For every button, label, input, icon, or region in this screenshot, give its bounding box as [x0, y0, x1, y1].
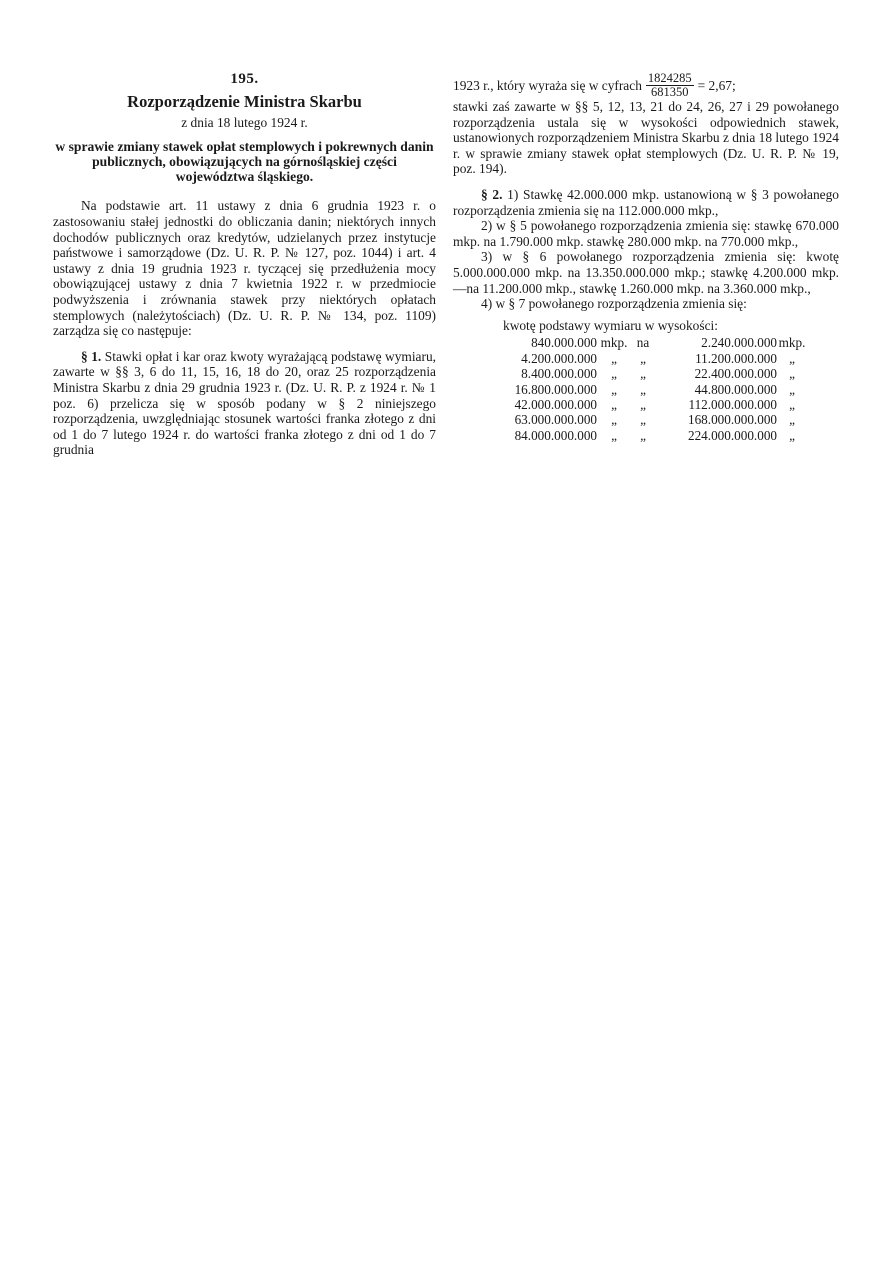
amounts-table [469, 335, 807, 443]
table-row [469, 351, 807, 366]
table-cell-u1: „ [611, 381, 617, 397]
table-cell-u2: „ [640, 412, 646, 428]
table-cell-u3: „ [789, 350, 795, 366]
section-2-point-3: 3) w § 6 powołanego rozporządzenia zmienia się: kwotę 5.000.000.000 mkp. na 13.350.000.000 mkp.; stawkę 4.200.000 mkp.—na 11.200.000 mkp., stawkę 1.260.000 mkp. na 3.360.000 mkp., [453, 249, 839, 296]
table-cell-to: 22.400.000.000 [694, 366, 777, 382]
section-1-paragraph [53, 349, 436, 458]
table-cell-u1: mkp. [600, 335, 628, 351]
table-cell-u1: „ [611, 350, 617, 366]
fraction [646, 72, 694, 99]
preamble-paragraph: Na podstawie art. 11 ustawy z dnia 6 grudnia 1923 r. o zastosowaniu stałej jednostki do obliczania danin; niektórych innych dochodów publicznych oraz kredytów, udzielanych przez instytucje państwowe i samorządowe (Dz. U. R. P. № 127, poz. 1044) i art. 4 ustawy z dnia 19 grudnia 1923 r. tyczącej się przedłużenia mocy obowiązującej ustawy z dnia 7 kwietnia 1922 r. w przedmiocie podwyższenia i zrównania stawek przy niektórych opłatach stemplowych (należytościach) (Dz. U. R. P. № 134, poz. 1109) zarządza się co następuje: [53, 198, 436, 339]
section-2-point-4: 4) w § 7 powołanego rozporządzenia zmienia się: [481, 296, 747, 312]
table-cell-from: 8.400.000.000 [521, 366, 597, 382]
table-cell-u2: „ [640, 381, 646, 397]
section-2-point-1-text: 1) Stawkę 42.000.000 mkp. ustanowioną w § 3 powołanego rozporządzenia zmienia się na 112.000.000 mkp., [453, 186, 839, 218]
section-1-text: Stawki opłat i kar oraz kwoty wyrażającą podstawę wymiaru, zawarte w §§ 3, 6 do 11, 15, 16, 18 do 20, oraz 25 rozporządzenia Ministra Skarbu z dnia 29 grudnia 1923 r. (Dz. U. R. P. z 1924 r. № 1 poz. 6) przelicza się w sposób podany w § 2 niniejszego rozporządzenia, uwzględniając stosunek wartości franka złotego z dni od 1 do 7 lutego 1924 r. do wartości franka złotego z dni od 1 do 7 grudnia [53, 348, 436, 458]
amounts-table-heading: kwotę podstawy wymiaru w wysokości: [503, 317, 718, 333]
table-cell-u3: „ [789, 381, 795, 397]
table-row [469, 397, 807, 412]
regulation-date: z dnia 18 lutego 1924 r. [181, 115, 308, 131]
table-cell-to: 168.000.000.000 [687, 412, 777, 428]
regulation-title: Rozporządzenie Ministra Skarbu [127, 91, 362, 111]
table-cell-from: 16.800.000.000 [514, 381, 597, 397]
table-row [469, 382, 807, 397]
section-2-point-1 [453, 187, 839, 218]
continuation-prefix: 1923 r., który wyraża się w cyfrach [453, 77, 642, 93]
table-cell-u3: „ [789, 366, 795, 382]
table-row [469, 366, 807, 381]
table-cell-to: 44.800.000.000 [694, 381, 777, 397]
fraction-result: = 2,67; [697, 77, 736, 93]
table-cell-u1: „ [611, 366, 617, 382]
table-cell-u2: na [636, 335, 650, 351]
table-cell-u2: „ [640, 366, 646, 382]
table-cell-from: 63.000.000.000 [514, 412, 597, 428]
table-cell-to: 2.240.000.000 [701, 335, 777, 351]
section-2-label: § 2. [481, 186, 503, 202]
table-cell-u1: „ [611, 427, 617, 443]
left-column [53, 72, 436, 458]
regulation-subject: w sprawie zmiany stawek opłat stemplowych i pokrewnych danin publicznych, obowiązujących na górnośląskiej części województwa śląskiego. [55, 138, 434, 185]
table-cell-to: 11.200.000.000 [695, 350, 777, 366]
fraction-denominator: 681350 [651, 85, 689, 99]
table-cell-u3: mkp. [778, 335, 806, 351]
table-cell-to: 224.000.000.000 [687, 427, 777, 443]
table-row [469, 428, 807, 443]
table-cell-u2: „ [640, 350, 646, 366]
table-row [469, 412, 807, 427]
table-cell-u2: „ [640, 396, 646, 412]
table-cell-from: 84.000.000.000 [514, 427, 597, 443]
continuation-paragraph: stawki zaś zawarte w §§ 5, 12, 13, 21 do 24, 26, 27 i 29 powołanego rozporządzenia ustala się w wysokości odpowiednich stawek, ustanowionych rozporządzeniem Ministra Skarbu z dnia 18 lutego 1924 r. w sprawie zmiany stawek opłat stemplowych (Dz. U. R. P. № 19, poz. 194). [453, 99, 840, 177]
table-cell-u1: „ [611, 412, 617, 428]
table-cell-to: 112.000.000.000 [688, 396, 777, 412]
table-cell-u3: „ [789, 396, 795, 412]
fraction-line [453, 72, 839, 99]
table-cell-from: 4.200.000.000 [521, 350, 597, 366]
table-cell-u1: „ [611, 396, 617, 412]
table-cell-from: 42.000.000.000 [514, 396, 597, 412]
table-row [469, 335, 807, 350]
table-cell-from: 840.000.000 [531, 335, 597, 351]
section-2-point-2: 2) w § 5 powołanego rozporządzenia zmienia się: stawkę 670.000 mkp. na 1.790.000 mkp. stawkę 280.000 mkp. na 770.000 mkp., [453, 218, 839, 249]
right-column [453, 72, 839, 443]
table-cell-u3: „ [789, 427, 795, 443]
regulation-number: 195. [230, 71, 259, 87]
table-cell-u2: „ [640, 427, 646, 443]
fraction-numerator: 1824285 [647, 71, 692, 85]
section-1-label: § 1. [81, 348, 102, 364]
table-cell-u3: „ [789, 412, 795, 428]
